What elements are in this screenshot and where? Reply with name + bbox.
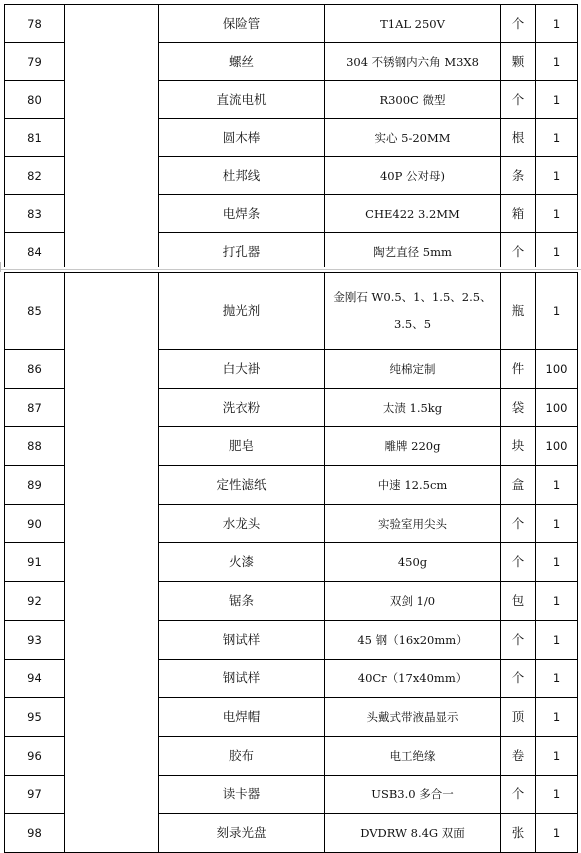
- item-qty: 1: [536, 504, 578, 543]
- item-spec: R300C 微型: [325, 81, 501, 119]
- item-name: 打孔器: [159, 233, 325, 271]
- item-spec: CHE422 3.2MM: [325, 195, 501, 233]
- row-number: 78: [5, 5, 65, 43]
- item-unit: 个: [501, 620, 536, 659]
- item-qty: 1: [536, 466, 578, 505]
- item-unit: 件: [501, 350, 536, 389]
- row-number: 79: [5, 43, 65, 81]
- item-name: 圆木棒: [159, 119, 325, 157]
- procurement-table-part-2: [4, 272, 578, 853]
- row-number: 85: [5, 273, 65, 350]
- item-name: 定性滤纸: [159, 466, 325, 505]
- row-number: 97: [5, 775, 65, 814]
- item-name: 钢试样: [159, 620, 325, 659]
- item-qty: 1: [536, 620, 578, 659]
- row-number: 89: [5, 466, 65, 505]
- item-unit: 张: [501, 814, 536, 853]
- item-qty: 1: [536, 5, 578, 43]
- item-unit: 颗: [501, 43, 536, 81]
- item-unit: 块: [501, 427, 536, 466]
- item-unit: 顶: [501, 698, 536, 737]
- item-qty: 1: [536, 698, 578, 737]
- table-row: [5, 5, 578, 43]
- item-name: 读卡器: [159, 775, 325, 814]
- item-spec: 纯棉定制: [325, 350, 501, 389]
- item-name: 火漆: [159, 543, 325, 582]
- item-name: 钢试样: [159, 659, 325, 698]
- row-number: 81: [5, 119, 65, 157]
- row-number: 88: [5, 427, 65, 466]
- item-qty: 100: [536, 350, 578, 389]
- item-spec: 304 不锈钢内六角 M3X8: [325, 43, 501, 81]
- item-name: 洗衣粉: [159, 388, 325, 427]
- page-break-divider: [0, 269, 581, 270]
- merged-blank-cell: [65, 5, 159, 271]
- item-name: 保险管: [159, 5, 325, 43]
- item-qty: 1: [536, 543, 578, 582]
- item-spec: DVDRW 8.4G 双面: [325, 814, 501, 853]
- row-number: 93: [5, 620, 65, 659]
- item-qty: 1: [536, 157, 578, 195]
- item-name: 直流电机: [159, 81, 325, 119]
- item-unit: 个: [501, 775, 536, 814]
- item-spec: 头戴式带液晶显示: [325, 698, 501, 737]
- item-name: 肥皂: [159, 427, 325, 466]
- item-spec: 雕牌 220g: [325, 427, 501, 466]
- item-unit: 条: [501, 157, 536, 195]
- item-spec: 中速 12.5cm: [325, 466, 501, 505]
- row-number: 87: [5, 388, 65, 427]
- item-unit: 袋: [501, 388, 536, 427]
- item-qty: 1: [536, 233, 578, 271]
- item-spec: 实验室用尖头: [325, 504, 501, 543]
- item-unit: 个: [501, 233, 536, 271]
- item-spec: T1AL 250V: [325, 5, 501, 43]
- item-qty: 1: [536, 775, 578, 814]
- item-name: 电焊条: [159, 195, 325, 233]
- procurement-table-part-1: [4, 4, 578, 271]
- item-qty: 100: [536, 427, 578, 466]
- item-unit: 个: [501, 81, 536, 119]
- merged-blank-cell: [65, 273, 159, 853]
- item-unit: 箱: [501, 195, 536, 233]
- item-qty: 1: [536, 81, 578, 119]
- row-number: 84: [5, 233, 65, 271]
- table-row: [5, 273, 578, 350]
- item-qty: 1: [536, 273, 578, 350]
- item-spec: 45 钢（16x20mm）: [325, 620, 501, 659]
- row-number: 96: [5, 736, 65, 775]
- item-spec: 电工绝缘: [325, 736, 501, 775]
- item-name: 螺丝: [159, 43, 325, 81]
- item-name: 电焊帽: [159, 698, 325, 737]
- item-name: 杜邦线: [159, 157, 325, 195]
- item-spec-line-1: 金刚石 W0.5、1、1.5、2.5、: [333, 290, 492, 304]
- item-qty: 1: [536, 659, 578, 698]
- item-name: 白大褂: [159, 350, 325, 389]
- item-name: 抛光剂: [159, 273, 325, 350]
- item-unit: 个: [501, 659, 536, 698]
- item-name: 水龙头: [159, 504, 325, 543]
- item-unit: 个: [501, 504, 536, 543]
- row-number: 90: [5, 504, 65, 543]
- item-unit: 卷: [501, 736, 536, 775]
- item-spec: USB3.0 多合一: [325, 775, 501, 814]
- row-number: 83: [5, 195, 65, 233]
- item-qty: 1: [536, 582, 578, 621]
- item-spec: 实心 5-20MM: [325, 119, 501, 157]
- item-qty: 1: [536, 195, 578, 233]
- item-qty: 1: [536, 119, 578, 157]
- item-unit: 个: [501, 5, 536, 43]
- item-spec: 40Cr（17x40mm）: [325, 659, 501, 698]
- item-qty: 1: [536, 43, 578, 81]
- row-number: 95: [5, 698, 65, 737]
- item-unit: 根: [501, 119, 536, 157]
- item-unit: 个: [501, 543, 536, 582]
- item-name: 锯条: [159, 582, 325, 621]
- row-number: 86: [5, 350, 65, 389]
- item-unit: 盒: [501, 466, 536, 505]
- item-spec-line-2: 3.5、5: [393, 317, 432, 331]
- item-qty: 100: [536, 388, 578, 427]
- row-number: 82: [5, 157, 65, 195]
- item-spec: 太渍 1.5kg: [325, 388, 501, 427]
- item-spec: 40P 公对母): [325, 157, 501, 195]
- item-name: 刻录光盘: [159, 814, 325, 853]
- item-spec: [325, 273, 501, 350]
- item-spec: 双剑 1/0: [325, 582, 501, 621]
- row-number: 92: [5, 582, 65, 621]
- row-number: 98: [5, 814, 65, 853]
- row-number: 80: [5, 81, 65, 119]
- row-number: 91: [5, 543, 65, 582]
- item-name: 胶布: [159, 736, 325, 775]
- item-spec: 450g: [325, 543, 501, 582]
- item-qty: 1: [536, 736, 578, 775]
- item-qty: 1: [536, 814, 578, 853]
- item-unit: 瓶: [501, 273, 536, 350]
- item-spec: 陶艺直径 5mm: [325, 233, 501, 271]
- item-unit: 包: [501, 582, 536, 621]
- page-edge-mark: [0, 262, 4, 272]
- row-number: 94: [5, 659, 65, 698]
